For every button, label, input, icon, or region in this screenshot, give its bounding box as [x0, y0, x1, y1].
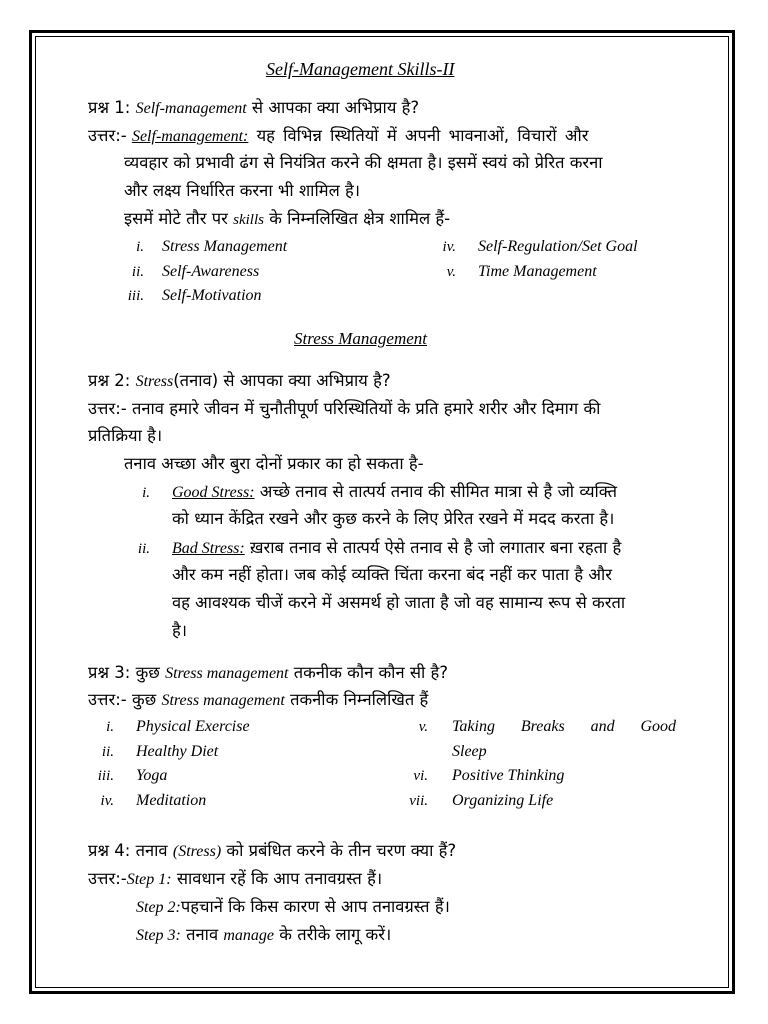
a1-term: Self-management: [131, 128, 249, 145]
bad-stress-term: Bad Stress: [172, 540, 245, 557]
list-item: Self-Motivation [162, 287, 262, 304]
a3-rest: तकनीक निम्नलिखित हैं [284, 690, 429, 709]
bad-stress-line4: है। [172, 621, 188, 640]
list-item-number: v. [418, 719, 428, 735]
answer-4-step1 [88, 871, 382, 888]
q4-term: (Stress) [172, 843, 222, 860]
list-item: Positive Thinking [452, 767, 565, 784]
a1-line1: यह विभिन्न स्थितियों में अपनी भावनाओं, विचारों और [248, 126, 589, 145]
list-item-number: i. [136, 239, 144, 255]
q3-rest: तकनीक कौन कौन सी है? [288, 663, 449, 682]
q4-rest: को प्रबंधित करने के तीन चरण क्या हैं? [221, 841, 457, 860]
list-item-number: iii. [97, 768, 114, 784]
bad-stress-line2: और कम नहीं होता। जब कोई व्यक्ति चिंता करना बंद नहीं कर पाता है और [172, 565, 612, 584]
step1-text: सावधान रहें कि आप तनावग्रस्त हैं। [171, 869, 383, 888]
answer-1-line1 [88, 128, 589, 145]
a1-label: उत्तर:- [88, 126, 132, 145]
answer-1-line4 [124, 211, 450, 228]
list-item-number: i. [106, 719, 114, 735]
step3-term: manage [223, 927, 275, 944]
answer-4-step3 [136, 927, 391, 944]
step3-text-b: के तरीके लागू करें। [274, 925, 392, 944]
step1-label: Step 1: [126, 871, 172, 888]
list-item: Stress Management [162, 238, 288, 255]
q2-term: Stress [135, 373, 174, 390]
list-item-number: v. [446, 264, 456, 280]
q1-label: प्रश्न 1: [88, 98, 136, 117]
document-title: Self-Management Skills-II [266, 59, 455, 79]
list-item: Meditation [136, 792, 207, 809]
list-item-number: vi. [413, 768, 428, 784]
list-item-number: iii. [127, 288, 144, 304]
list-item-number: ii. [137, 541, 150, 557]
answer-3 [88, 692, 428, 709]
list-item: Healthy Diet [136, 743, 219, 760]
a3-term: Stress management [161, 692, 285, 709]
a1-line4a: इसमें मोटे तौर पर [124, 209, 234, 228]
question-1 [88, 100, 419, 117]
list-item: Organizing Life [452, 792, 554, 809]
q4-label: प्रश्न 4: तनाव [88, 841, 173, 860]
answer-1-line2: व्यवहार को प्रभावी ढंग से नियंत्रित करने की क्षमता है। इसमें स्वयं को प्रेरित करना [124, 153, 603, 172]
list-item: Self-Awareness [162, 263, 260, 280]
step3-label: Step 3: [136, 927, 181, 944]
list-item: Sleep [452, 743, 487, 760]
step2-text: पहचानें कि किस कारण से आप तनावग्रस्त हैं। [180, 897, 450, 916]
list-item-number: i. [142, 485, 150, 501]
list-item-number: ii. [101, 744, 114, 760]
answer-1-line3: और लक्ष्य निर्धारित करना भी शामिल है। [124, 181, 361, 200]
good-stress-text: अच्छे तनाव से तात्पर्य तनाव की सीमित मात्रा से है जो व्यक्ति [254, 482, 618, 501]
list-item-number: ii. [131, 264, 144, 280]
list-item: Self-Regulation/Set Goal [478, 238, 638, 255]
question-2 [88, 373, 391, 390]
question-4 [88, 843, 456, 860]
a1-line4c: के निम्नलिखित क्षेत्र शामिल हैं- [263, 209, 451, 228]
answer-2-line3: तनाव अच्छा और बुरा दोनों प्रकार का हो सकता है- [124, 454, 424, 473]
question-3 [88, 665, 448, 682]
list-item-number: iv. [100, 793, 114, 809]
good-stress-term: Good Stress: [172, 484, 255, 501]
list-item: Time Management [478, 263, 597, 280]
answer-2-line1: उत्तर:- तनाव हमारे जीवन में चुनौतीपूर्ण परिस्थितियों के प्रति हमारे शरीर और दिमाग की [88, 399, 601, 418]
section-title-stress-management: Stress Management [294, 329, 427, 348]
list-item-number: vii. [409, 793, 428, 809]
q1-rest: से आपका क्या अभिप्राय है? [246, 98, 420, 117]
q1-term: Self-management [135, 100, 247, 117]
list-item: Taking Breaks and Good [452, 718, 676, 735]
list-item: Physical Exercise [136, 718, 250, 735]
q3-term: Stress management [165, 665, 289, 682]
answer-2-line2: प्रतिक्रिया है। [88, 426, 163, 445]
step3-text-a: तनाव [180, 925, 224, 944]
list-item: Yoga [136, 767, 168, 784]
good-stress-line2: को ध्यान केंद्रित रखने और कुछ करने के लिए प्रेरित रखने में मदद करता है। [172, 509, 615, 528]
q2-rest: (तनाव) से आपका क्या अभिप्राय है? [173, 371, 391, 390]
good-stress-line1 [172, 484, 617, 501]
bad-stress-line1 [172, 540, 621, 557]
q3-label: प्रश्न 3: कुछ [88, 663, 166, 682]
bad-stress-text: ख़राब तनाव से तात्पर्य ऐसे तनाव से है जो लगातार बना रहता है [244, 538, 622, 557]
a3-label: उत्तर:- कुछ [88, 690, 162, 709]
a4-label: उत्तर:- [88, 869, 127, 888]
bad-stress-line3: वह आवश्यक चीजें करने में असमर्थ हो जाता है जो वह सामान्य रूप से करता [172, 593, 626, 612]
list-item-number: iv. [442, 239, 456, 255]
answer-4-step2 [136, 899, 450, 916]
q2-label: प्रश्न 2: [88, 371, 136, 390]
a1-line4b: skills [233, 212, 264, 228]
step2-label: Step 2: [136, 899, 181, 916]
